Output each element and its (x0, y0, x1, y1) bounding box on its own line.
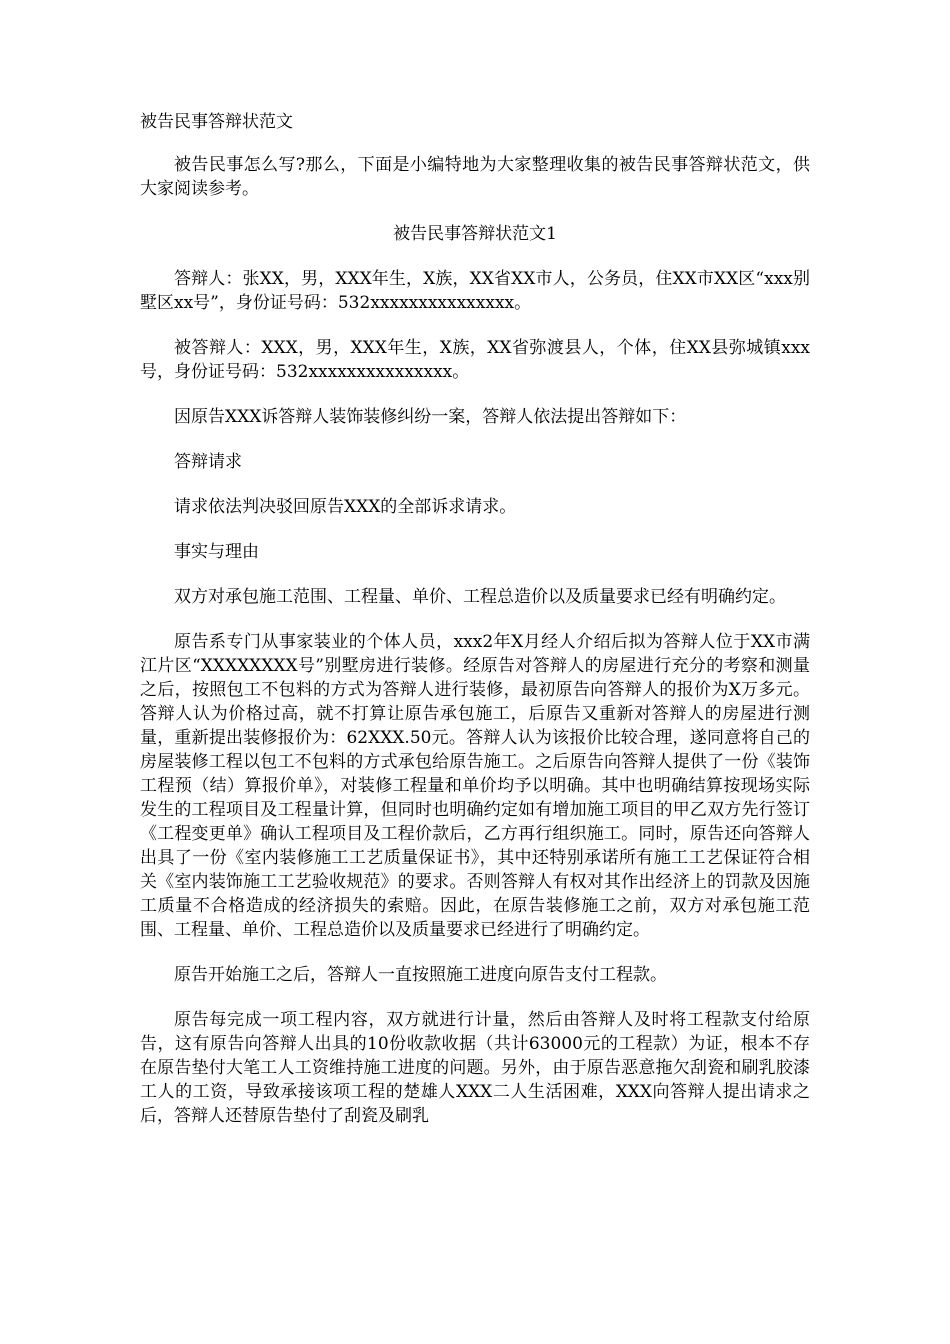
document-title: 被告民事答辩状范文 (140, 112, 293, 132)
heading-facts-reasons: 事实与理由 (174, 542, 259, 562)
respondent-paragraph: 答辩人：张XX，男，XXX年生，X族，XX省XX市人，公务员，住XX市XX区“xxx别墅区xx号”，身份证号码：532xxxxxxxxxxxxxxx。 (140, 269, 810, 313)
plaintiff-paragraph: 被答辩人：XXX，男，XXX年生，X族，XX省弥渡县人，个体，住XX县弥城镇xxx号，身份证号码：532xxxxxxxxxxxxxxx。 (140, 338, 810, 382)
case-paragraph: 因原告XXX诉答辩人装饰装修纠纷一案，答辩人依法提出答辩如下： (174, 407, 687, 427)
measurement-paragraph: 原告每完成一项工程内容，双方就进行计量，然后由答辩人及时将工程款支付给原告，这有原告向答辩人出具的10份收款收据（共计63000元的工程款）为证，根本不存在原告垫付大笔工人工资维持施工进度的问题。另外，由于原告恶意拖欠刮瓷和刷乳胶漆工人的工资，导致承接该项工程的楚雄人XXX二人生活困难，XXX向答辩人提出请求之后，答辩人还替原告垫付了刮瓷及刷乳 (140, 1010, 810, 1126)
agreement-paragraph: 双方对承包施工范围、工程量、单价、工程总造价以及质量要求已经有明确约定。 (174, 587, 786, 607)
section-title: 被告民事答辩状范文1 (393, 224, 557, 244)
intro-paragraph: 被告民事怎么写?那么，下面是小编特地为大家整理收集的被告民事答辩状范文，供大家阅读参考。 (140, 155, 810, 199)
request-paragraph: 请求依法判决驳回原告XXX的全部诉求请求。 (174, 497, 517, 517)
heading-defense-request: 答辩请求 (174, 452, 242, 472)
facts-paragraph: 原告系专门从事家装业的个体人员，xxx2年X月经人介绍后拟为答辩人位于XX市满江片区“XXXXXXXX号”别墅房进行装修。经原告对答辩人的房屋进行充分的考察和测量之后，按照包工不包料的方式为答辩人进行装修，最初原告向答辩人的报价为X万多元。答辩人认为价格过高，就不打算让原告承包施工，后原告又重新对答辩人的房屋进行测量，重新提出装修报价为：62XXX.50元。答辩人认为该报价比较合理，遂同意将自己的房屋装修工程以包工不包料的方式承包给原告施工。之后原告向答辩人提供了一份《装饰工程预（结）算报价单》，对装修工程量和单价均予以明确。其中也明确结算按现场实际发生的工程项目及工程量计算，但同时也明确约定如有增加施工项目的甲乙双方先行签订《工程变更单》确认工程项目及工程价款后，乙方再行组织施工。同时，原告还向答辩人出具了一份《室内装修施工工艺质量保证书》，其中还特别承诺所有施工工艺保证符合相关《室内装饰施工工艺验收规范》的要求。否则答辩人有权对其作出经济上的罚款及因施工质量不合格造成的经济损失的索赔。因此，在原告装修施工之前，双方对承包施工范围、工程量、单价、工程总造价以及质量要求已经进行了明确约定。 (140, 632, 810, 940)
payment-paragraph: 原告开始施工之后，答辩人一直按照施工进度向原告支付工程款。 (174, 965, 667, 985)
